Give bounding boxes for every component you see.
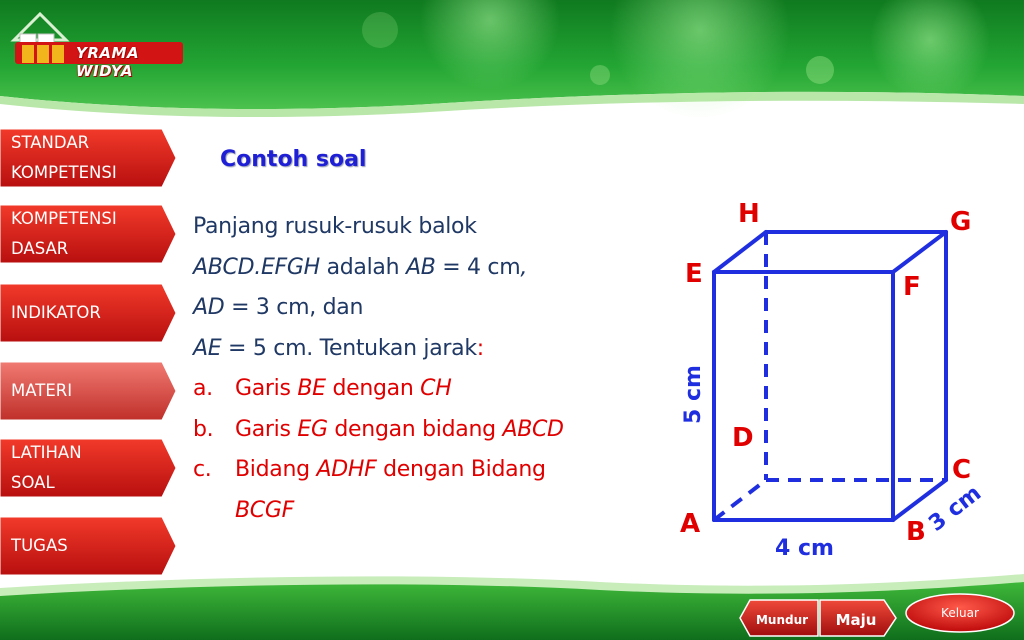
option-italic: BCGF	[235, 497, 294, 523]
edge-ab: AB	[405, 254, 436, 280]
edge-fg	[893, 232, 946, 272]
problem-text: = 4 cm	[435, 254, 521, 280]
sidebar-item-label: INDIKATOR	[11, 303, 101, 322]
problem-text: adalah	[319, 254, 406, 280]
brand-logo	[10, 6, 185, 80]
sidebar-item-indikator[interactable]	[0, 282, 178, 344]
option-number: b.	[193, 416, 214, 442]
sidebar-item-label: TUGAS	[11, 536, 68, 555]
option-italic: ABCD	[502, 416, 564, 442]
box-name: ABCD.EFGH	[193, 254, 320, 280]
vertex-label-c: C	[952, 455, 972, 485]
problem-text: = 5 cm. Tentukan jarak	[221, 335, 477, 361]
problem-text: Panjang rusuk-rusuk balok	[193, 214, 477, 239]
problem-colon: :	[476, 335, 484, 361]
problem-comma: ,	[520, 254, 528, 280]
edge-eh	[714, 232, 766, 272]
vertex-label-h: H	[738, 199, 760, 229]
option-text: Bidang	[235, 457, 317, 482]
edge-ad: AD	[193, 295, 225, 320]
next-button[interactable]	[820, 600, 896, 636]
vertex-label-a: A	[680, 509, 701, 539]
problem-line-4	[193, 329, 673, 370]
option-a	[193, 369, 673, 410]
sidebar-item-label: KOMPETENSI DASAR	[11, 209, 117, 258]
option-text: dengan	[325, 376, 421, 401]
vertex-label-g: G	[950, 207, 972, 237]
option-b	[193, 410, 673, 451]
option-italic: EG	[297, 416, 328, 442]
problem-text: = 3 cm, dan	[224, 295, 364, 320]
edge-ae: AE	[193, 335, 222, 361]
problem-line-1	[193, 207, 673, 248]
vertex-label-b: B	[906, 517, 926, 547]
cuboid-figure	[660, 190, 1000, 570]
sidebar-item-label: LATIHAN SOAL	[11, 443, 82, 492]
problem-line-3	[193, 288, 673, 329]
exit-button-label: Keluar	[941, 606, 979, 620]
back-button-label: Mundur	[755, 613, 809, 627]
option-text: Garis	[235, 416, 298, 442]
dimension-height: 5 cm	[681, 365, 706, 424]
option-text: Garis	[235, 376, 298, 401]
sidebar-item-latihan-soal[interactable]	[0, 437, 178, 499]
problem-line-2	[193, 248, 673, 289]
option-text: dengan bidang	[327, 416, 503, 442]
footer-nav-buttons	[738, 596, 898, 640]
option-italic: BE	[297, 376, 326, 401]
option-number: a.	[193, 376, 213, 401]
option-text: dengan Bidang	[376, 457, 546, 482]
sidebar-item-materi[interactable]	[0, 360, 178, 422]
next-button-label: Maju	[835, 611, 877, 629]
vertex-label-f: F	[903, 272, 921, 302]
option-c	[193, 450, 673, 531]
sidebar-item-standar-kompetensi[interactable]	[0, 127, 178, 189]
sidebar-item-label: MATERI	[11, 381, 73, 400]
sidebar-item-label: STANDAR KOMPETENSI	[11, 133, 117, 182]
exit-button[interactable]	[904, 592, 1016, 634]
dimension-width: 3 cm	[924, 480, 987, 537]
problem-statement	[193, 207, 673, 531]
hidden-edge-ad	[714, 480, 766, 520]
brand-logo-text: YRAMA WIDYA	[76, 44, 140, 80]
dimension-length: 4 cm	[775, 536, 834, 561]
sidebar-item-kompetensi-dasar[interactable]	[0, 203, 178, 265]
option-italic: CH	[420, 376, 452, 401]
vertex-label-e: E	[685, 259, 703, 289]
vertex-label-d: D	[732, 423, 754, 453]
back-button[interactable]	[740, 600, 818, 636]
option-number: c.	[193, 457, 212, 482]
option-italic: ADHF	[316, 457, 377, 482]
page-title: Contoh soal	[220, 147, 367, 172]
